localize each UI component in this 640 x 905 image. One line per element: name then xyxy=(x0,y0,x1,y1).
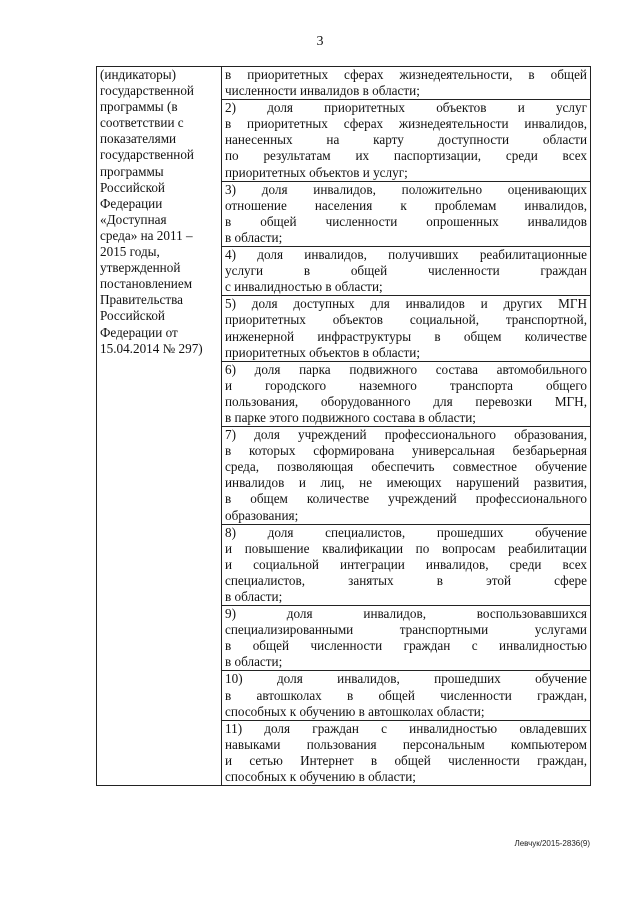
right-cell xyxy=(222,67,591,786)
page-number: 3 xyxy=(316,34,324,49)
indicator-line: 6) доля парка подвижного состава автомобильного xyxy=(225,361,587,377)
left-cell-line: Правительства xyxy=(100,292,183,308)
indicator-line: 4) доля инвалидов, получивших реабилитационные xyxy=(225,247,587,263)
indicator-item xyxy=(225,525,587,605)
indicator-line: пользования, оборудованного для перевозки МГН, xyxy=(225,393,587,409)
indicator-item xyxy=(225,67,587,99)
indicator-item xyxy=(225,721,587,785)
left-cell-line: 15.04.2014 № 297) xyxy=(100,340,203,356)
indicator-line: инженерной инфраструктуры в общем количестве xyxy=(225,328,587,344)
indicator-line: в приоритетных сферах жизнедеятельности инвалидов, xyxy=(225,116,587,132)
indicator-line: в которых сформирована универсальная безбарьерная xyxy=(225,443,587,459)
left-cell-line: Федерации xyxy=(100,195,163,211)
left-cell-line: Российской xyxy=(100,179,165,195)
indicator-line: специалистов, занятых в этой сфере xyxy=(225,572,587,588)
indicator-line: и повышение квалификации по вопросам реабилитации xyxy=(225,540,587,556)
left-cell-line: утвержденной xyxy=(100,260,181,276)
indicator-line: приоритетных объектов в области; xyxy=(225,344,420,360)
indicator-line: и социальной интеграции инвалидов, среди всех xyxy=(225,556,587,572)
indicator-line: 10) доля инвалидов, прошедших обучение xyxy=(225,671,587,687)
indicator-line: в области; xyxy=(225,229,283,245)
table-row xyxy=(97,67,591,786)
indicator-line: 3) доля инвалидов, положительно оценивающих xyxy=(225,181,587,197)
left-cell-line: показателями xyxy=(100,131,177,147)
left-cell-line: Российской xyxy=(100,308,165,324)
indicator-line: с инвалидностью в области; xyxy=(225,279,383,295)
indicator-line: нанесенных на карту доступности области xyxy=(225,132,587,148)
indicator-line: среда, позволяющая обеспечить совместное обучение xyxy=(225,459,587,475)
indicator-line: 7) доля учреждений профессионального образования, xyxy=(225,427,587,443)
indicator-line: способных к обучению в автошколах области; xyxy=(225,703,485,719)
indicator-item xyxy=(225,362,587,426)
indicators-table xyxy=(96,66,591,786)
indicator-line: 9) доля инвалидов, воспользовавшихся xyxy=(225,606,587,622)
left-cell-line: среда» на 2011 – xyxy=(100,227,193,243)
left-cell-line: государственной xyxy=(100,147,194,163)
indicator-line: 5) доля доступных для инвалидов и других МГН xyxy=(225,296,587,312)
left-cell-line: Федерации от xyxy=(100,324,178,340)
indicator-line: в приоритетных сферах жизнедеятельности, в общей xyxy=(225,67,587,82)
indicator-line: и городского наземного транспорта общего xyxy=(225,377,587,393)
indicator-line: в области; xyxy=(225,589,283,604)
indicator-line: по результатам их паспортизации, среди всех xyxy=(225,148,587,164)
indicator-line: в общем количестве учреждений профессионального xyxy=(225,491,587,507)
left-cell-line: постановлением xyxy=(100,276,193,292)
indicator-line: 2) доля приоритетных объектов и услуг xyxy=(225,100,587,116)
indicator-line: 11) доля граждан с инвалидностью овладевших xyxy=(225,720,587,736)
indicator-line: навыками пользования персональным компьютером xyxy=(225,736,587,752)
indicator-line: в общей численности опрошенных инвалидов xyxy=(225,213,587,229)
indicator-line: образования; xyxy=(225,507,299,523)
left-cell-line: программы xyxy=(100,163,164,179)
indicator-line: и сетью Интернет в общей численности граждан, xyxy=(225,752,587,768)
indicator-line: приоритетных объектов и услуг; xyxy=(225,164,408,180)
left-cell-line: соответствии с xyxy=(100,115,184,131)
indicator-line: приоритетных объектов социальной, транспортной, xyxy=(225,312,587,328)
left-cell-line: государственной xyxy=(100,83,194,99)
indicator-item xyxy=(225,671,587,719)
left-cell-line: «Доступная xyxy=(100,211,167,227)
left-cell-line: (индикаторы) xyxy=(100,67,177,82)
indicator-line: специализированными транспортными услугами xyxy=(225,622,587,638)
indicator-line: отношение населения к проблемам инвалидов, xyxy=(225,197,587,213)
indicator-item xyxy=(225,606,587,670)
indicator-line: в автошколах в общей численности граждан, xyxy=(225,687,587,703)
indicator-line: в парке этого подвижного состава в области; xyxy=(225,409,476,425)
left-cell-line: программы (в xyxy=(100,99,178,115)
indicator-item xyxy=(225,182,587,246)
indicator-line: в области; xyxy=(225,654,283,670)
indicator-item xyxy=(225,247,587,295)
document-code: Левчук/2015-2836(9) xyxy=(514,839,590,848)
left-cell xyxy=(97,67,222,786)
indicator-line: инвалидов и лиц, не имеющих нарушений развития, xyxy=(225,475,587,491)
left-cell-line: 2015 годы, xyxy=(100,244,160,260)
indicator-line: в общей численности граждан с инвалидностью xyxy=(225,638,587,654)
indicator-line: 8) доля специалистов, прошедших обучение xyxy=(225,524,587,540)
indicator-line: способных к обучению в области; xyxy=(225,769,416,785)
indicator-line: услуги в общей численности граждан xyxy=(225,263,587,279)
indicator-item xyxy=(225,100,587,180)
indicator-line: численности инвалидов в области; xyxy=(225,83,420,99)
indicator-item xyxy=(225,427,587,524)
indicator-item xyxy=(225,296,587,360)
